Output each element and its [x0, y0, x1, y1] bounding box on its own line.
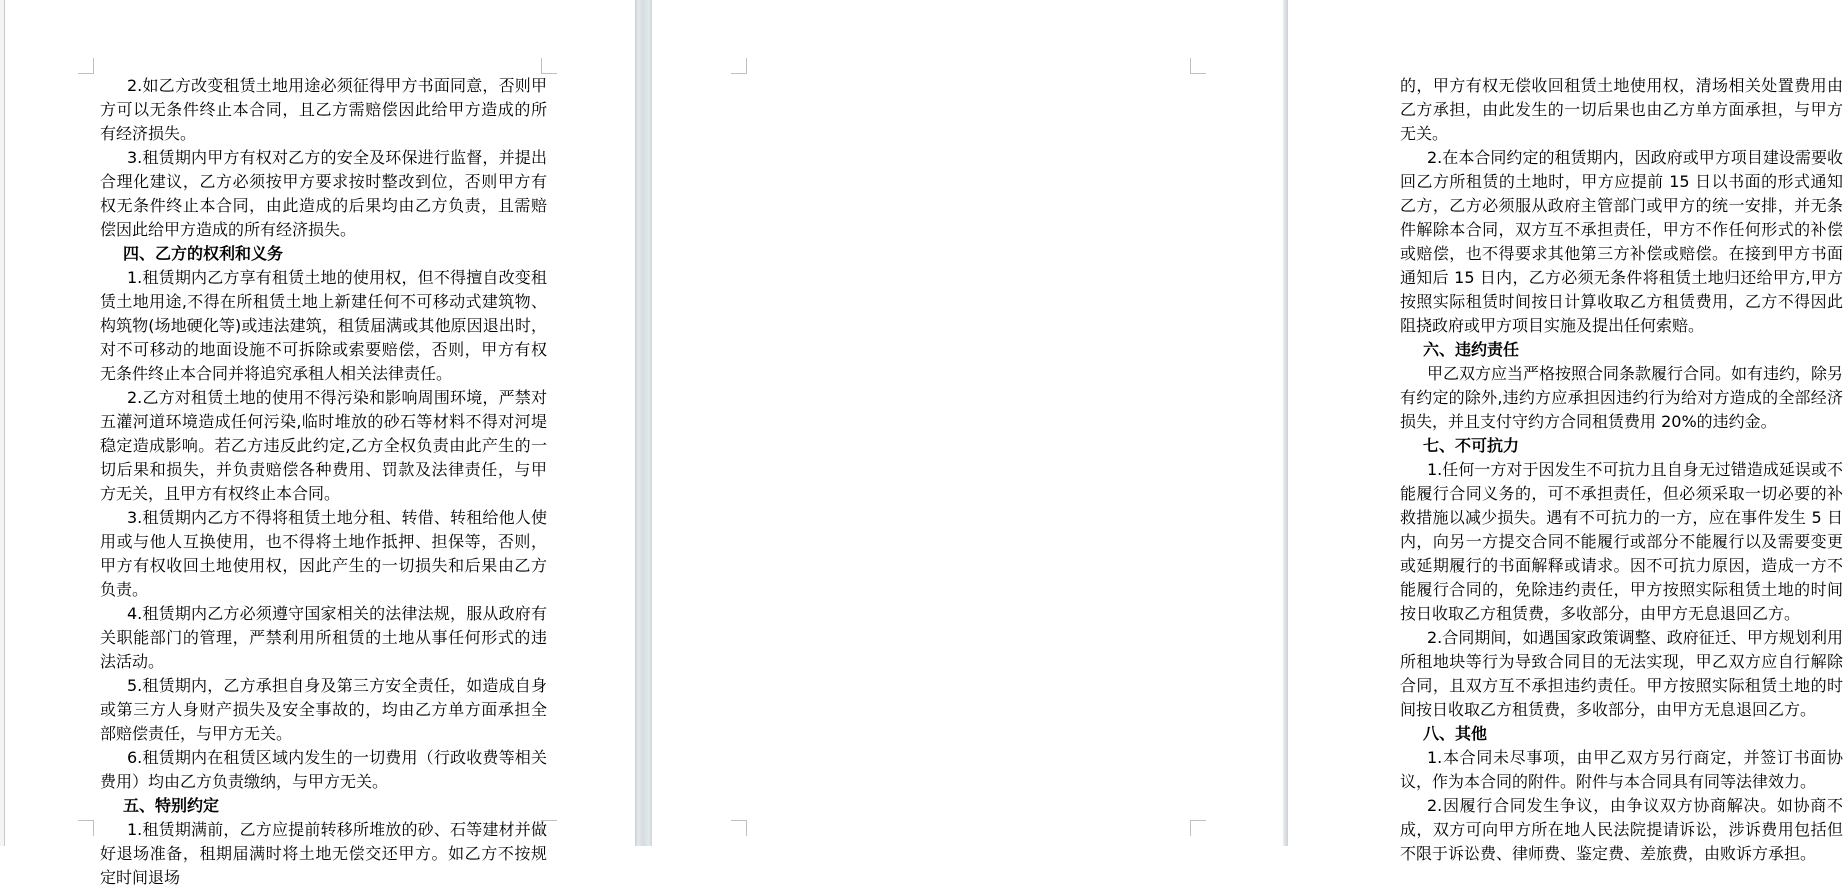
contract-paragraph[interactable]: 4.租赁期内乙方必须遵守国家相关的法律法规，服从政府有关职能部门的管理，严禁利用所租赁的土地从事任何形式的违法活动。	[100, 604, 547, 671]
section-heading-breach-liability[interactable]: 六、违约责任	[1423, 340, 1520, 359]
contract-paragraph[interactable]: 甲乙双方应当严格按照合同条款履行合同。如有违约，除另有约定的除外,违约方应承担因违约行为给对方造成的全部经济损失，并且支付守约方合同租赁费用 20%的违约金。	[1400, 364, 1843, 431]
contract-paragraph[interactable]: 2.合同期间，如遇国家政策调整、政府征迁、甲方规划利用所租地块等行为导致合同目的无法实现，甲乙双方应自行解除合同，且双方互不承担违约责任。甲方按照实际租赁土地的时间按日收取乙方租赁费，多收部分，由甲方无息退回乙方。	[1400, 628, 1843, 719]
contract-paragraph[interactable]: 2.在本合同约定的租赁期内，因政府或甲方项目建设需要收回乙方所租赁的土地时，甲方应提前 15 日以书面的形式通知乙方，乙方必须服从政府主管部门或甲方的统一安排，并无条件解除本合同，双方互不承担责任，甲方不作任何形式的补偿或赔偿，也不得要求其他第三方补偿或赔偿。在接到甲方书面通知后 15 日内，乙方必须无条件将租赁土地归还给甲方,甲方按照实际租赁时间按日计算收取乙方租赁费用，乙方不得因此阻挠政府或甲方项目实施及提出任何索赔。	[1400, 148, 1843, 335]
margin-crop-mark	[541, 58, 557, 74]
window-edge-right	[1283, 0, 1288, 846]
contract-paragraph[interactable]: 6.租赁期内在租赁区域内发生的一切费用（行政收费等相关费用）均由乙方负责缴纳，与甲方无关。	[100, 748, 547, 791]
contract-paragraph[interactable]: 1.租赁期内乙方享有租赁土地的使用权，但不得擅自改变租赁土地用途,不得在所租赁土地上新建任何不可移动式建筑物、构筑物(场地硬化等)或违法建筑，租赁届满或其他原因退出时，对不可移动的地面设施不可拆除或索要赔偿，否则，甲方有权无条件终止本合同并将追究承租人相关法律责任。	[100, 268, 547, 383]
margin-crop-mark	[1190, 58, 1206, 74]
contract-paragraph[interactable]: 1.租赁期满前，乙方应提前转移所堆放的砂、石等建材并做好退场准备，租期届满时将土地无偿交还甲方。如乙方不按规定时间退场	[100, 820, 547, 887]
contract-paragraph[interactable]: 1.任何一方对于因发生不可抗力且自身无过错造成延误或不能履行合同义务的，可不承担责任，但必须采取一切必要的补救措施以减少损失。遇有不可抗力的一方，应在事件发生 5 日内，向另一方提交合同不能履行或部分不能履行以及需要变更或延期履行的书面解释或请求。因不可抗力原因，造成一方不能履行合同的，免除违约责任，甲方按照实际租赁土地的时间按日收取乙方租赁费，多收部分，由甲方无息退回乙方。	[1400, 460, 1843, 623]
margin-crop-mark	[78, 820, 94, 836]
contract-paragraph[interactable]: 2.如乙方改变租赁土地用途必须征得甲方书面同意，否则甲方可以无条件终止本合同，且乙方需赔偿因此给甲方造成的所有经济损失。	[100, 76, 547, 143]
section-heading-party-b-rights[interactable]: 四、乙方的权利和义务	[123, 244, 284, 263]
contract-paragraph[interactable]: 1.本合同未尽事项，由甲乙双方另行商定，并签订书面协议，作为本合同的附件。附件与本合同具有同等法律效力。	[1400, 748, 1843, 791]
contract-paragraph[interactable]: 3.租赁期内乙方不得将租赁土地分租、转借、转租给他人使用或与他人互换使用，也不得将土地作抵押、担保等，否则，甲方有权收回土地使用权，因此产生的一切损失和后果由乙方负责。	[100, 508, 547, 599]
margin-crop-mark	[1190, 820, 1206, 836]
margin-crop-mark	[731, 58, 747, 74]
page-2-text-column	[1400, 74, 1843, 866]
page-gap	[635, 0, 652, 846]
margin-crop-mark	[541, 820, 557, 836]
document-page-1[interactable]	[5, 0, 635, 887]
section-heading-force-majeure[interactable]: 七、不可抗力	[1423, 436, 1520, 455]
contract-paragraph[interactable]: 5.租赁期内，乙方承担自身及第三方安全责任，如造成自身或第三方人身财产损失及安全事故的，均由乙方单方面承担全部赔偿责任，与甲方无关。	[100, 676, 547, 743]
section-heading-special-terms[interactable]: 五、特别约定	[123, 796, 220, 815]
contract-paragraph[interactable]: 3.租赁期内甲方有权对乙方的安全及环保进行监督，并提出合理化建议，乙方必须按甲方要求按时整改到位，否则甲方有权无条件终止本合同，由此造成的后果均由乙方负责，且需赔偿因此给甲方造成的所有经济损失。	[100, 148, 547, 239]
section-heading-miscellaneous[interactable]: 八、其他	[1423, 724, 1488, 743]
document-page-2[interactable]	[652, 0, 1843, 863]
contract-paragraph[interactable]: 的，甲方有权无偿收回租赁土地使用权，清场相关处置费用由乙方承担，由此发生的一切后果也由乙方单方面承担，与甲方无关。	[1400, 76, 1843, 143]
page-1-text-column	[100, 74, 547, 890]
margin-crop-mark	[78, 58, 94, 74]
contract-paragraph[interactable]: 2.乙方对租赁土地的使用不得污染和影响周围环境，严禁对五灌河道环境造成任何污染,临时堆放的砂石等材料不得对河堤稳定造成影响。若乙方违反此约定,乙方全权负责由此产生的一切后果和损失，并负责赔偿各种费用、罚款及法律责任，与甲方无关，且甲方有权终止本合同。	[100, 388, 547, 503]
margin-crop-mark	[731, 820, 747, 836]
contract-paragraph[interactable]: 2.因履行合同发生争议，由争议双方协商解决。如协商不成，双方可向甲方所在地人民法院提请诉讼，涉诉费用包括但不限于诉讼费、律师费、鉴定费、差旅费，由败诉方承担。	[1400, 796, 1843, 863]
